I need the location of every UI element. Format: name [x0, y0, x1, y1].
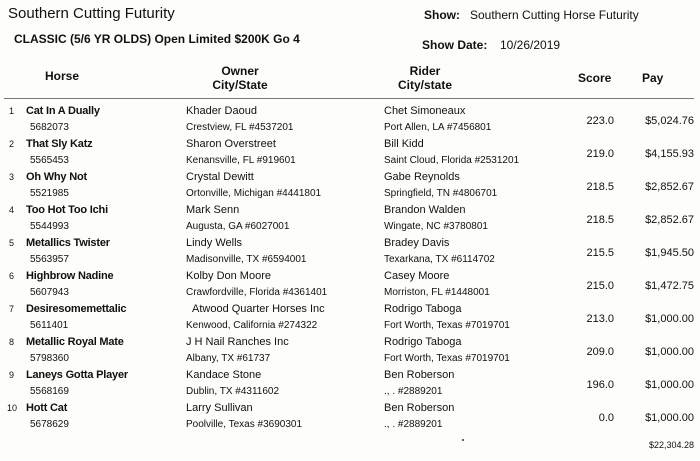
header-divider	[4, 98, 694, 99]
result-row	[0, 401, 700, 434]
result-row	[0, 104, 700, 137]
result-row	[0, 335, 700, 368]
show-name: Southern Cutting Horse Futurity	[470, 8, 639, 22]
score: 218.5	[586, 214, 614, 226]
result-row	[0, 203, 700, 236]
document-title: Southern Cutting Futurity	[8, 5, 175, 22]
score: 215.0	[586, 280, 614, 292]
rider-city: ., . #2889201	[384, 419, 443, 430]
horse-reg-number: 5678629	[30, 419, 69, 430]
score: 209.0	[586, 346, 614, 358]
owner-name: Khader Daoud	[186, 105, 257, 117]
pay: $1,472.75	[645, 280, 694, 292]
horse-reg-number: 5607943	[30, 287, 69, 298]
show-date-label: Show Date:	[422, 38, 488, 52]
horse-name: Too Hot Too Ichi	[26, 204, 108, 216]
score: 218.5	[586, 181, 614, 193]
scan-speck	[462, 439, 464, 441]
score: 223.0	[586, 115, 614, 127]
placing: 5	[9, 238, 15, 248]
total-payout: $22,304.28	[648, 440, 694, 450]
owner-header-line2: City/State	[212, 78, 268, 92]
placing: 3	[9, 172, 15, 182]
pay: $1,945.50	[645, 247, 694, 259]
owner-city: Kenwood, California #274322	[186, 320, 318, 331]
owner-city: Kenansville, FL #919601	[186, 155, 296, 166]
rider-header-line1: Rider	[409, 64, 441, 78]
owner-name: Sharon Overstreet	[186, 138, 276, 150]
horse-name: That Sly Katz	[26, 138, 93, 150]
rider-name: Gabe Reynolds	[384, 171, 460, 183]
rider-header-line2: City/state	[397, 78, 453, 92]
owner-name: Atwood Quarter Horses Inc	[192, 303, 325, 315]
placing: 6	[9, 271, 15, 281]
rider-name: Chet Simoneaux	[384, 105, 466, 117]
result-row	[0, 236, 700, 269]
score: 219.0	[586, 148, 614, 160]
rider-name: Casey Moore	[384, 270, 450, 282]
horse-name: Metallic Royal Mate	[26, 336, 124, 348]
show-date: 10/26/2019	[500, 38, 561, 52]
horse-name: Hott Cat	[26, 402, 68, 414]
owner-city: Augusta, GA #6027001	[186, 221, 290, 232]
column-header-pay: Pay	[642, 71, 664, 85]
pay: $2,852.67	[645, 214, 694, 226]
column-header-horse: Horse	[45, 69, 80, 83]
rider-name: Ben Roberson	[384, 402, 455, 414]
horse-name: Metallics Twister	[26, 237, 110, 249]
rider-name: Bradey Davis	[384, 237, 450, 249]
pay: $1,000.00	[645, 346, 694, 358]
horse-reg-number: 5568169	[30, 386, 69, 397]
score: 196.0	[586, 379, 614, 391]
placing: 1	[9, 106, 15, 116]
result-row	[0, 170, 700, 203]
result-row	[0, 269, 700, 302]
rider-city: Springfield, TN #4806701	[384, 188, 498, 199]
rider-name: Rodrigo Taboga	[384, 303, 462, 315]
owner-city: Madisonville, TX #6594001	[186, 254, 307, 265]
owner-city: Ortonville, Michigan #4441801	[186, 188, 322, 199]
horse-name: Highbrow Nadine	[26, 270, 114, 282]
owner-name: Crystal Dewitt	[186, 171, 254, 183]
owner-city: Crawfordville, Florida #4361401	[186, 287, 328, 298]
owner-city: Dublin, TX #4311602	[186, 386, 280, 397]
rider-name: Bill Kidd	[384, 138, 424, 150]
score: 215.5	[586, 247, 614, 259]
horse-reg-number: 5544993	[30, 221, 69, 232]
horse-name: Laneys Gotta Player	[26, 369, 128, 381]
owner-name: Kolby Don Moore	[186, 270, 271, 282]
owner-name: Kandace Stone	[186, 369, 262, 381]
owner-header-line1: Owner	[221, 64, 259, 78]
owner-name: Lindy Wells	[186, 237, 243, 249]
horse-name: Cat In A Dually	[26, 105, 100, 117]
owner-city: Albany, TX #61737	[186, 353, 271, 364]
owner-city: Crestview, FL #4537201	[186, 122, 294, 133]
show-label: Show:	[424, 8, 460, 22]
owner-name: Larry Sullivan	[186, 402, 253, 414]
rider-city: Saint Cloud, Florida #2531201	[384, 155, 520, 166]
class-title: CLASSIC (5/6 YR OLDS) Open Limited $200K Go 4	[14, 32, 300, 46]
placing: 10	[7, 403, 18, 413]
rider-city: Wingate, NC #3780801	[384, 221, 488, 232]
result-row	[0, 302, 700, 335]
column-header-owner	[185, 64, 295, 92]
owner-name: Mark Senn	[186, 204, 240, 216]
owner-city: Poolville, Texas #3690301	[186, 419, 303, 430]
column-header-score: Score	[578, 71, 612, 85]
placing: 4	[9, 205, 15, 215]
column-header-rider	[370, 64, 480, 92]
pay: $1,000.00	[645, 412, 694, 424]
rider-city: Fort Worth, Texas #7019701	[384, 320, 510, 331]
placing: 7	[9, 304, 15, 314]
pay: $1,000.00	[645, 379, 694, 391]
pay: $1,000.00	[645, 313, 694, 325]
score: 0.0	[598, 412, 614, 424]
rider-city: Fort Worth, Texas #7019701	[384, 353, 510, 364]
horse-name: Desiresomemettalic	[26, 303, 127, 315]
horse-reg-number: 5521985	[30, 188, 69, 199]
owner-name: J H Nail Ranches Inc	[186, 336, 289, 348]
result-row	[0, 137, 700, 170]
rider-name: Ben Roberson	[384, 369, 455, 381]
horse-reg-number: 5611401	[30, 320, 69, 331]
horse-name: Oh Why Not	[26, 171, 87, 183]
score: 213.0	[586, 313, 614, 325]
placing: 9	[9, 370, 15, 380]
pay: $2,852.67	[645, 181, 694, 193]
pay: $5,024.76	[645, 115, 694, 127]
horse-reg-number: 5798360	[30, 353, 69, 364]
placing: 2	[9, 139, 15, 149]
rider-city: Texarkana, TX #6114702	[384, 254, 495, 265]
horse-reg-number: 5565453	[30, 155, 69, 166]
rider-name: Rodrigo Taboga	[384, 336, 462, 348]
rider-name: Brandon Walden	[384, 204, 466, 216]
placing: 8	[9, 337, 15, 347]
horse-reg-number: 5682073	[30, 122, 69, 133]
horse-reg-number: 5563957	[30, 254, 69, 265]
result-row	[0, 368, 700, 401]
rider-city: ., . #2889201	[384, 386, 443, 397]
rider-city: Morriston, FL #1448001	[384, 287, 490, 298]
rider-city: Port Allen, LA #7456801	[384, 122, 492, 133]
pay: $4,155.93	[645, 148, 694, 160]
